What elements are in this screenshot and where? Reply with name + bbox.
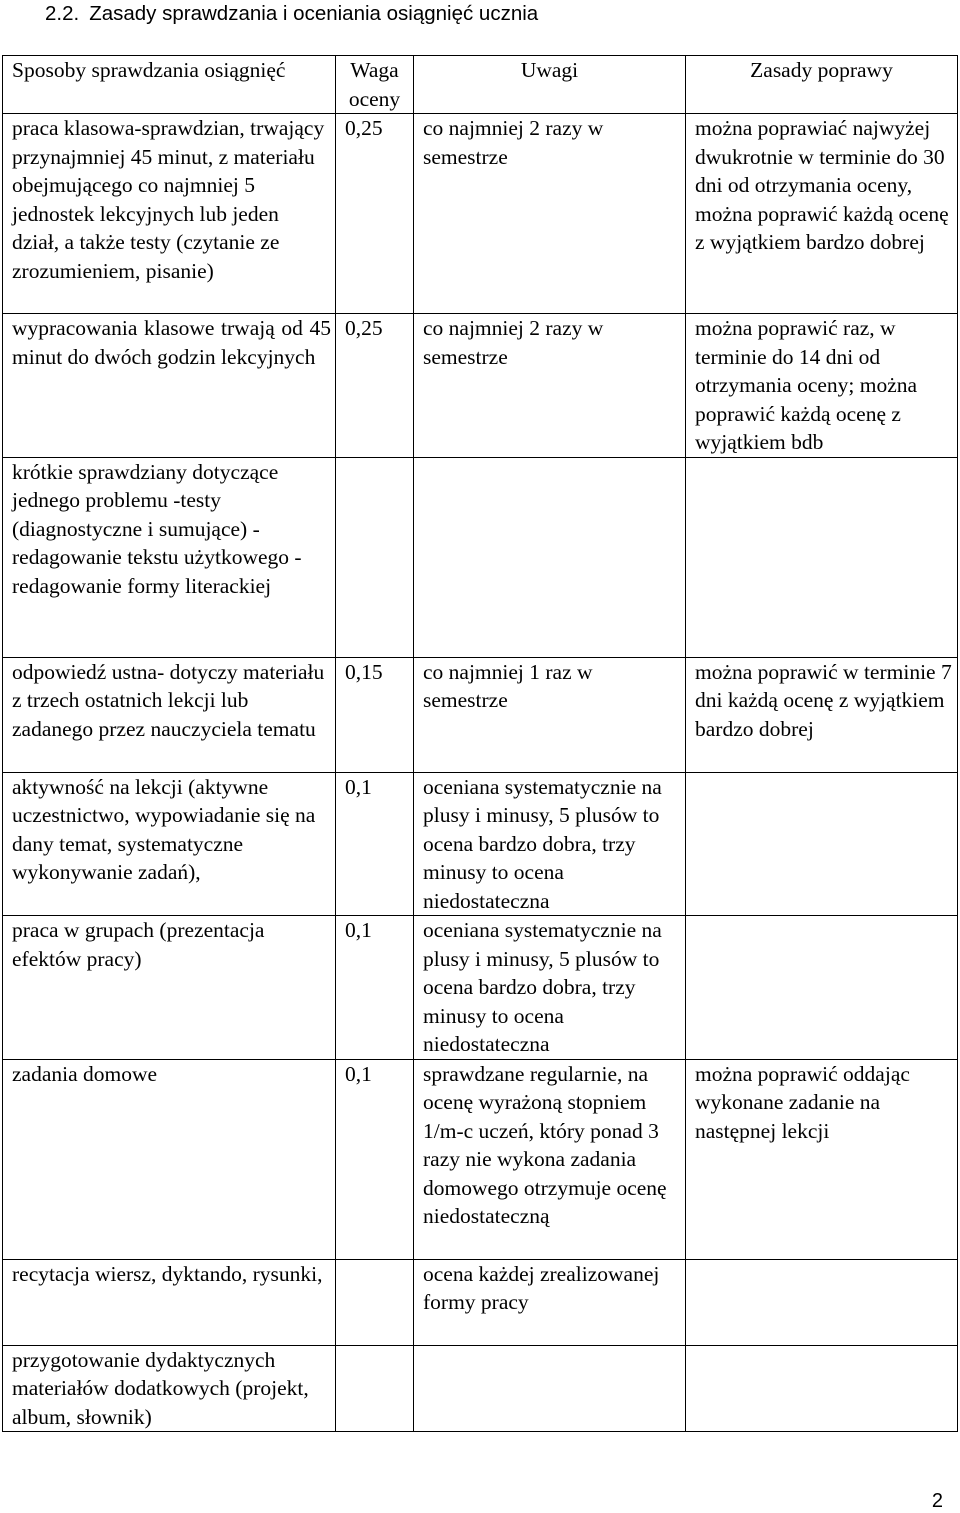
table-row — [3, 657, 958, 772]
weight-cell — [336, 1259, 414, 1345]
header-methods: Sposoby sprawdzania osiągnięć — [3, 56, 336, 114]
notes-cell — [414, 457, 686, 657]
table-row — [3, 1345, 958, 1432]
rules-cell: można poprawić w terminie 7 dni każdą ocenę z wyjątkiem bardzo dobrej — [686, 657, 958, 772]
method-cell: zadania domowe — [3, 1059, 336, 1259]
table-row — [3, 1259, 958, 1345]
weight-cell: 0,1 — [336, 772, 414, 916]
method-cell: praca klasowa-sprawdzian, trwający przynajmniej 45 minut, z materiału obejmującego co najmniej 5 jednostek lekcyjnych lub jeden dział, a także testy (czytanie ze zrozumieniem, pisanie) — [3, 114, 336, 314]
section-title: Zasady sprawdzania i oceniania osiągnięć ucznia — [89, 2, 539, 25]
header-rules: Zasady poprawy — [686, 56, 958, 114]
table-header-row — [3, 56, 958, 114]
table-row — [3, 772, 958, 916]
weight-cell: 0,15 — [336, 657, 414, 772]
notes-cell: ocena każdej zrealizowanej formy pracy — [414, 1259, 686, 1345]
rules-cell — [686, 457, 958, 657]
rules-cell — [686, 1259, 958, 1345]
section-number: 2.2. — [45, 2, 80, 25]
section-heading — [45, 1, 538, 27]
rules-cell: można poprawiać najwyżej dwukrotnie w terminie do 30 dni od otrzymania oceny, można poprawić każdą ocenę z wyjątkiem bardzo dobrej — [686, 114, 958, 314]
notes-cell: oceniana systematycznie na plusy i minusy, 5 plusów to ocena bardzo dobra, trzy minusy to ocena niedostateczna — [414, 916, 686, 1060]
method-cell: praca w grupach (prezentacja efektów pracy) — [3, 916, 336, 1060]
table-row — [3, 1059, 958, 1259]
rules-cell — [686, 916, 958, 1060]
weight-cell: 0,25 — [336, 114, 414, 314]
weight-cell: 0,1 — [336, 916, 414, 1060]
notes-cell: sprawdzane regularnie, na ocenę wyrażoną stopniem 1/m-c uczeń, który ponad 3 razy nie wykona zadania domowego otrzymuje ocenę niedostateczną — [414, 1059, 686, 1259]
notes-cell — [414, 1345, 686, 1432]
rules-cell: można poprawić oddając wykonane zadanie na następnej lekcji — [686, 1059, 958, 1259]
table-row — [3, 314, 958, 458]
header-weight: Waga oceny — [336, 56, 414, 114]
method-cell: aktywność na lekcji (aktywne uczestnictwo, wypowiadanie się na dany temat, systematyczne wykonywanie zadań), — [3, 772, 336, 916]
method-cell: recytacja wiersz, dyktando, rysunki, — [3, 1259, 336, 1345]
page-number: 2 — [931, 1490, 943, 1512]
notes-cell: co najmniej 2 razy w semestrze — [414, 314, 686, 458]
header-notes: Uwagi — [414, 56, 686, 114]
method-cell: wypracowania klasowe trwają od 45 minut do dwóch godzin lekcyjnych — [3, 314, 336, 458]
method-cell: odpowiedź ustna- dotyczy materiału z trzech ostatnich lekcji lub zadanego przez nauczyciela tematu — [3, 657, 336, 772]
weight-cell — [336, 1345, 414, 1432]
notes-cell: co najmniej 1 raz w semestrze — [414, 657, 686, 772]
table-row — [3, 114, 958, 314]
grading-rules-table — [2, 55, 958, 1432]
rules-cell — [686, 1345, 958, 1432]
table-row — [3, 916, 958, 1060]
method-cell: krótkie sprawdziany dotyczące jednego problemu -testy (diagnostyczne i sumujące) -redagowanie tekstu użytkowego -redagowanie formy literackiej — [3, 457, 336, 657]
weight-cell: 0,1 — [336, 1059, 414, 1259]
rules-cell — [686, 772, 958, 916]
notes-cell: co najmniej 2 razy w semestrze — [414, 114, 686, 314]
weight-cell — [336, 457, 414, 657]
notes-cell: oceniana systematycznie na plusy i minusy, 5 plusów to ocena bardzo dobra, trzy minusy to ocena niedostateczna — [414, 772, 686, 916]
weight-cell: 0,25 — [336, 314, 414, 458]
rules-cell: można poprawić raz, w terminie do 14 dni od otrzymania oceny; można poprawić każdą ocenę z wyjątkiem bdb — [686, 314, 958, 458]
method-cell: przygotowanie dydaktycznych materiałów dodatkowych (projekt, album, słownik) — [3, 1345, 336, 1432]
table-row — [3, 457, 958, 657]
